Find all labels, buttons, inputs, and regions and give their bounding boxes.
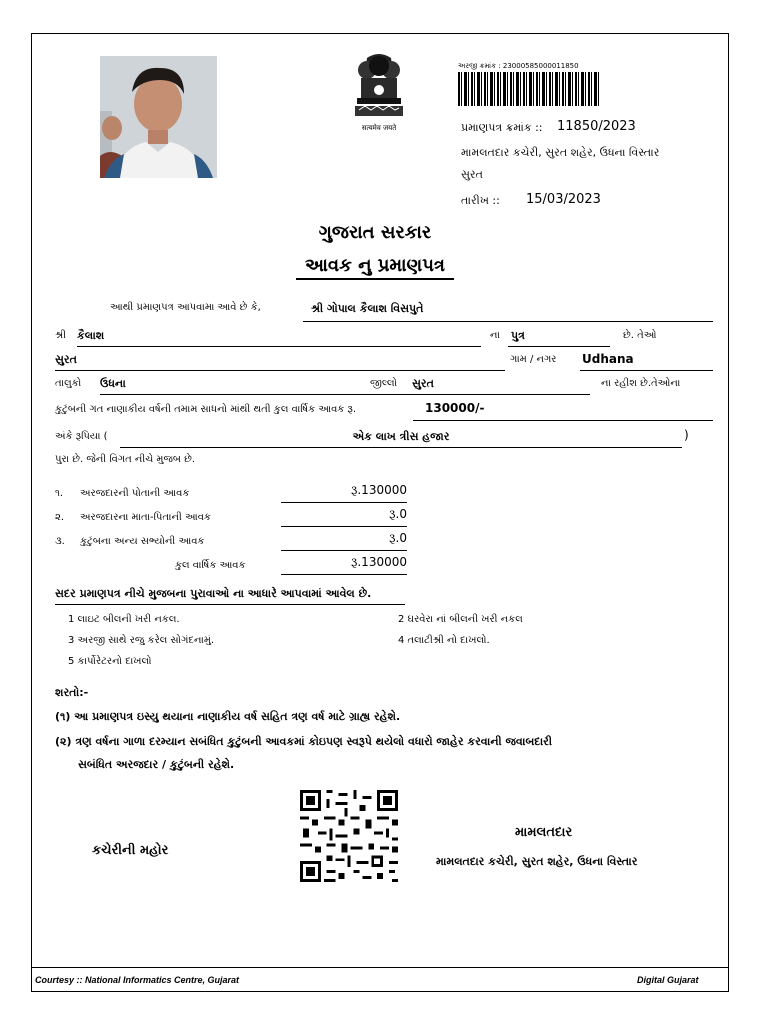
district-label: જીલ્લો	[370, 378, 398, 389]
father-name: કૈલાશ	[77, 329, 105, 342]
che-teo: છે. તેઓ	[623, 330, 657, 341]
cert-no-value: 11850/2023	[557, 119, 636, 134]
income-row-num: ૧.	[55, 488, 64, 499]
relation-line	[508, 327, 610, 347]
cert-no-label: પ્રમાણપત્ર ક્રમાંક ::	[461, 121, 543, 134]
words-close: )	[684, 428, 689, 442]
qr-code	[300, 790, 398, 882]
officer-title: મામલતદાર	[515, 825, 573, 840]
income-row-label: અરજદારની પોતાની આવક	[80, 488, 190, 499]
certificate-title: આવક નુ પ્રમાણપત્ર	[296, 255, 454, 280]
words-line	[120, 428, 682, 448]
income-amount-line	[413, 400, 713, 421]
footer-courtesy: Courtesy :: National Informatics Centre, Gujarat	[35, 975, 240, 985]
taluka-value: ઉધના	[100, 377, 126, 390]
total-label: કુલ વાર્ષિક આવક	[175, 560, 246, 571]
footer-divider	[31, 967, 729, 968]
family-income-text: કુટુંબની ગત નાણાકીય વર્ષની તમામ સાધનો માંથી થતી કુલ વાર્ષિક આવક રૂ.	[55, 404, 357, 415]
income-row-num: ૨.	[55, 512, 65, 523]
words-label: અંકે રૂપિયા (	[55, 431, 108, 442]
proof-item: 3 અરજી સાથે રજુ કરેલ સોગંદનામું.	[68, 635, 215, 646]
applicant-name: શ્રી ગોપાલ કૈલાશ વિસપુતે	[311, 302, 424, 315]
resident-text: ના રહીશ છે.તેઓના	[601, 378, 681, 389]
income-row-num: ૩.	[55, 536, 65, 547]
shri-label: શ્રી	[55, 330, 67, 341]
barcode	[458, 72, 600, 106]
taluka-district-line	[100, 375, 590, 395]
date-value: 15/03/2023	[526, 192, 601, 207]
village-line	[580, 351, 713, 371]
income-row-label: અરજદારના માતા-પિતાની આવક	[80, 512, 211, 523]
father-name-line	[77, 327, 481, 347]
income-row-value: રૂ.0	[281, 531, 407, 551]
income-amount: 130000/-	[425, 401, 485, 415]
proof-item: 4 તલાટીશ્રી નો દાખલો.	[398, 635, 490, 646]
gov-title: ગુજરાત સરકાર	[318, 222, 432, 243]
total-value: રૂ.130000	[281, 555, 407, 575]
city: સુરત	[55, 353, 77, 366]
national-emblem	[345, 50, 413, 132]
proof-item: 5 કાર્પોરેટરનો દાખલો	[68, 656, 152, 667]
office-line-1: મામલતદાર કચેરી, સુરત શહેર, ઉધના વિસ્તાર	[461, 146, 660, 159]
city-line	[55, 351, 505, 371]
village-value: Udhana	[582, 352, 634, 366]
applicant-photo	[100, 56, 217, 178]
condition-2a: (૨) ત્રણ વર્ષના ગાળા દરમ્યાન સબંધિત કુટુંબની આવકમાં કોઇપણ સ્વરૂપે થયેલો વધારો જાહેર કરવાની જવાબદારી	[55, 735, 552, 748]
relation: પુત્ર	[511, 329, 525, 342]
barcode-label: અરજી ક્રમાંક : 23000585000011850	[458, 62, 579, 70]
office-line-2: સુરત	[461, 168, 483, 181]
detail-note: પુરા છે. જેની વિગત નીચે મુજબ છે.	[55, 454, 196, 465]
condition-2b: સબંધિત અરજદાર / કુટુંબની રહેશે.	[78, 758, 235, 771]
footer-digital-gujarat: Digital Gujarat	[637, 975, 699, 985]
proof-item: 1 લાઇટ બીલની ખરી નકલ.	[68, 614, 180, 625]
date-label: તારીખ ::	[461, 194, 500, 207]
income-row-label: કુટુંબના અન્ય સભ્યોની આવક	[80, 536, 205, 547]
intro-text: આથી પ્રમાણપત્ર આપવામા આવે છે કે,	[110, 302, 261, 313]
conditions-heading: શરતો:-	[55, 686, 89, 699]
applicant-name-line	[303, 302, 713, 322]
income-row-value: રૂ.130000	[281, 483, 407, 503]
proofs-heading: સદર પ્રમાણપત્ર નીચે મુજબના પુરાવાઓ ના આધારે આપવામાં આવેલ છે.	[55, 587, 405, 605]
words-value: એક લાખ ત્રીસ હજાર	[352, 430, 450, 443]
proof-item: 2 ઘરવેરા નાં બીલની ખરી નકલ	[398, 614, 523, 625]
office-seal-label: કચેરીની મહોર	[92, 843, 169, 858]
district-value: સુરત	[412, 377, 434, 390]
emblem-motto: सत्यमेव जयते	[361, 124, 397, 132]
taluka-label: તાલુકો	[55, 378, 82, 389]
condition-1: (૧) આ પ્રમાણપત્ર ઇસ્યુ થયાના નાણાકીય વર્ષ સહિત ત્રણ વર્ષ માટે ગ્રાહ્ય રહેશે.	[55, 710, 401, 723]
na-label: ના	[490, 330, 500, 341]
income-row-value: રૂ.0	[281, 507, 407, 527]
village-label: ગામ / નગર	[510, 354, 557, 365]
officer-office: મામલતદાર કચેરી, સુરત શહેર, ઉધના વિસ્તાર	[436, 855, 638, 868]
